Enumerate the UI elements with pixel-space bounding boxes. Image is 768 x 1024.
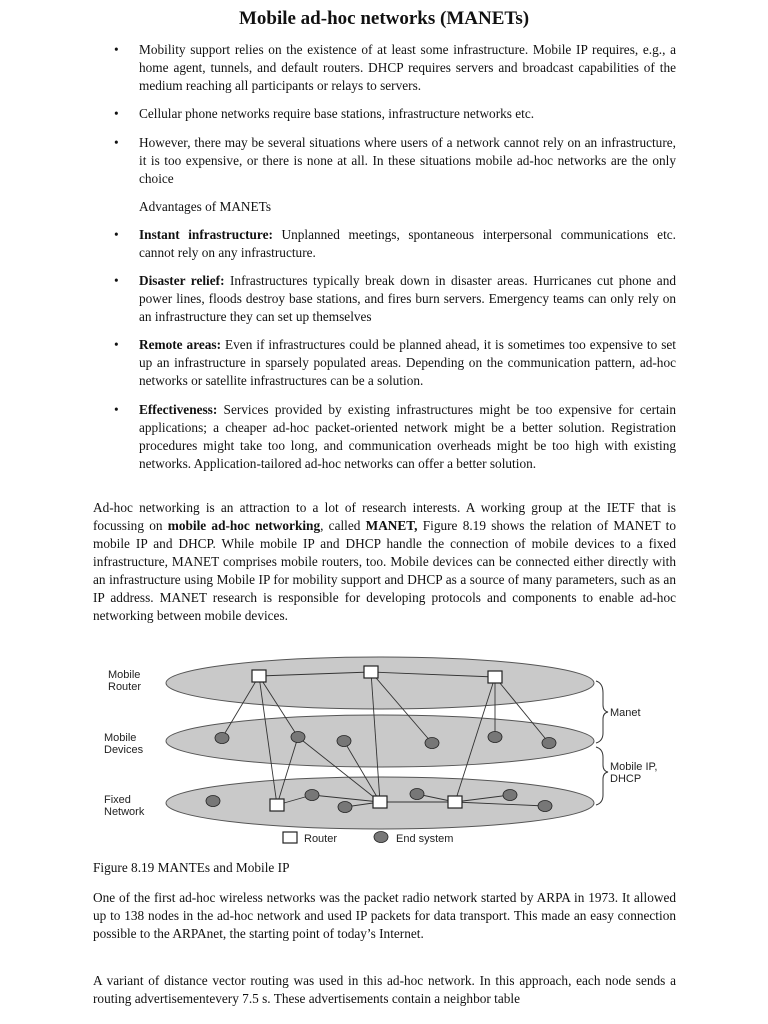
legend-router-label: Router bbox=[304, 833, 338, 845]
bullet-text: Mobility support relies on the existence of at least some infrastructure. Mobile IP requires, e.g., a home agent, tunnels, and default routers. DHCP requires servers and broadcast capabilities of the medium reaching all participants or relays to servers. bbox=[139, 42, 676, 93]
paragraph-text: Ad-hoc networking is an attraction to a lot of research interests. A working group at the IETF that is focussing on bbox=[93, 500, 676, 533]
paragraph-text: Figure 8.19 shows the relation of MANET to mobile IP and DHCP. While mobile IP and DHCP handle the connection of mobile devices to a fixed infrastructure, MANET comprises mobile routers, too. Mobile devices can be connected either directly with an infrastructure using Mobile IP for mobility support and DHCP as a source of many parameters, such as an IP address. MANET research is responsible for developing protocols and components to enable ad-hoc networking between mobile devices. bbox=[93, 518, 676, 623]
bullet-icon: • bbox=[114, 106, 119, 121]
label-manet: Manet bbox=[610, 707, 641, 719]
router-node bbox=[373, 796, 387, 808]
label-mobile-ip: DHCP bbox=[610, 773, 642, 785]
router-node bbox=[448, 796, 462, 808]
label-fixed-network: Fixed bbox=[104, 794, 131, 806]
manet-figure bbox=[0, 655, 768, 853]
bullet-text: However, there may be several situations where users of a network cannot rely on an infrastructure, it is too expensive, or there is none at all. In these situations mobile ad-hoc networks are the only choice bbox=[139, 135, 676, 186]
legend-end-system-label: End system bbox=[396, 833, 454, 845]
list-item bbox=[114, 272, 676, 326]
bullet-icon: • bbox=[114, 42, 119, 57]
term-description: Infrastructures typically break down in disaster areas. Hurricanes cut phone and power lines, floods destroy base stations, and fires burn servers. Emergency teams can only rely on an infrastructure they can set up themselves bbox=[139, 273, 676, 324]
end-system-node bbox=[305, 790, 319, 801]
term-description: Unplanned meetings, spontaneous interpersonal communications etc. cannot rely on any infrastructure. bbox=[139, 227, 676, 260]
list-item bbox=[114, 134, 676, 188]
end-system-node bbox=[410, 789, 424, 800]
bullet-text: Cellular phone networks require base stations, infrastructure networks etc. bbox=[139, 106, 535, 121]
end-system-node bbox=[291, 732, 305, 743]
paragraph bbox=[93, 499, 676, 625]
mobile-ip-brace bbox=[596, 747, 608, 805]
label-mobile-router: Router bbox=[108, 681, 142, 693]
router-node bbox=[364, 666, 378, 678]
end-system-node bbox=[338, 802, 352, 813]
label-mobile-devices: Devices bbox=[104, 744, 144, 756]
term: Remote areas: bbox=[139, 337, 222, 352]
bullet-icon: • bbox=[114, 135, 119, 150]
bold-text: MANET, bbox=[365, 518, 418, 533]
legend-router-icon bbox=[283, 832, 297, 843]
end-system-node bbox=[488, 732, 502, 743]
legend-end-system-icon bbox=[374, 832, 388, 843]
term: Instant infrastructure: bbox=[139, 227, 273, 242]
page-title: Mobile ad-hoc networks (MANETs) bbox=[238, 8, 530, 29]
bold-text: mobile ad-hoc networking bbox=[167, 518, 321, 533]
end-system-node bbox=[215, 733, 229, 744]
router-node bbox=[270, 799, 284, 811]
term-description: Services provided by existing infrastructures might be too expensive for certain applications; a cheaper ad-hoc packet-oriented network might be a better solution. Registration procedures might take too long, and communication overheads might be too high with existing networks. Application-tailored ad-hoc networks can offer a better solution. bbox=[139, 402, 676, 471]
term-description: Even if infrastructures could be planned ahead, it is sometimes too expensive to set up an infrastructure in sparsely populated areas. Depending on the communication pattern, ad-hoc networks or satellite infrastructures can be a solution. bbox=[139, 337, 676, 388]
label-fixed-network: Network bbox=[104, 806, 145, 818]
paragraph: One of the first ad-hoc wireless networks was the packet radio network started by ARPA in 1973. It allowed up to 138 nodes in the ad-hoc network and used IP packets for data transport. This made an easy connection possible to the ARPAnet, the starting point of today’s Internet. bbox=[93, 890, 676, 941]
end-system-node bbox=[206, 796, 220, 807]
label-mobile-router: Mobile bbox=[108, 669, 141, 681]
label-mobile-devices: Mobile bbox=[104, 732, 137, 744]
end-system-node bbox=[337, 736, 351, 747]
end-system-node bbox=[542, 738, 556, 749]
bullet-icon: • bbox=[114, 402, 119, 417]
list-item bbox=[114, 105, 676, 123]
label-mobile-ip: Mobile IP, bbox=[610, 761, 658, 773]
end-system-node bbox=[538, 801, 552, 812]
mobile-devices-layer bbox=[166, 715, 594, 767]
bullet-icon: • bbox=[114, 337, 119, 352]
end-system-node bbox=[425, 738, 439, 749]
list-item bbox=[114, 41, 676, 95]
router-node bbox=[488, 671, 502, 683]
paragraph: A variant of distance vector routing was used in this ad-hoc network. In this approach, each node sends a routing advertisementevery 7.5 s. These advertisements contain a neighbor table bbox=[93, 973, 676, 1006]
manet-brace bbox=[596, 681, 608, 743]
figure-caption: Figure 8.19 MANTEs and Mobile IP bbox=[93, 860, 290, 875]
bullet-icon: • bbox=[114, 227, 119, 242]
router-node bbox=[252, 670, 266, 682]
term: Effectiveness: bbox=[139, 402, 218, 417]
list-item bbox=[114, 401, 676, 473]
list-item bbox=[114, 226, 676, 262]
paragraph-text: , called bbox=[320, 518, 366, 533]
list-item bbox=[114, 336, 676, 390]
end-system-node bbox=[503, 790, 517, 801]
term: Disaster relief: bbox=[139, 273, 225, 288]
section-heading: Advantages of MANETs bbox=[139, 199, 272, 214]
bullet-icon: • bbox=[114, 273, 119, 288]
